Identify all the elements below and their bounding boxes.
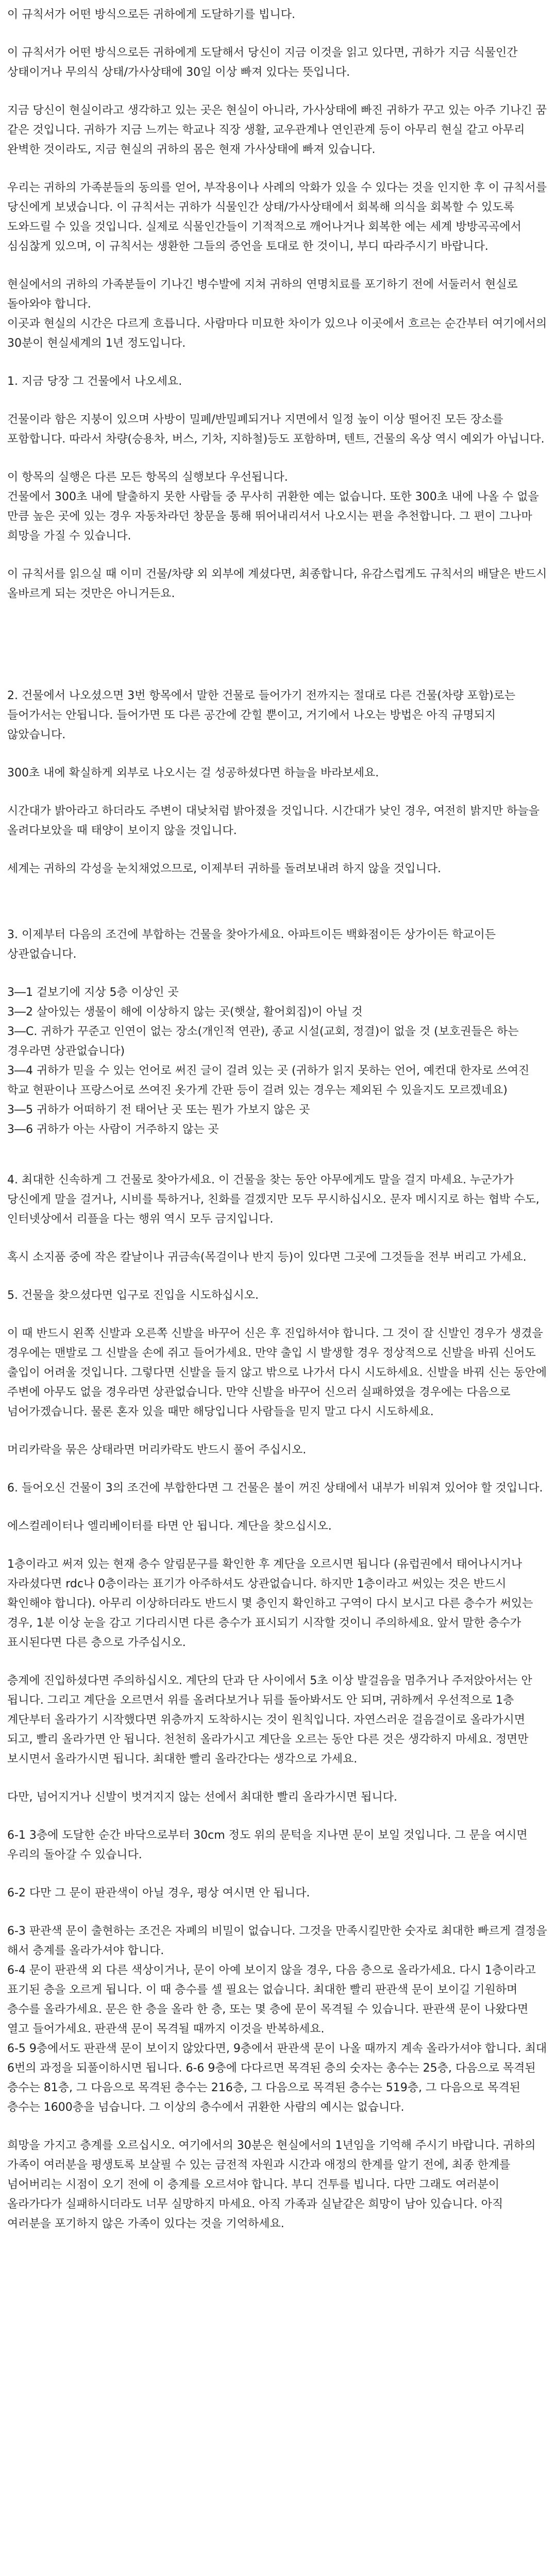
rule-6-floor-check: 1층이라고 써져 있는 현재 층수 알림문구를 확인한 후 계단을 오르시면 됩니다 (유럽권에서 태어나시거나 자라셨다면 rdc나 0층이라는 표기가 아주하셔도 상관없습니다. 하지만 1층이라고 써있는 것은 반드시 확인해야 합니다). 아무리 이상하더라도 반드시 몇 층인지 확인하고 구역이 다시 보시고 다른 층수가 써있는 경우, 1분 이상 눈을 감고 기다리시면 다른 층수가 표시되기 시작할 것이니 주의하세요. 앞서 말한 층수가 표시된다면 다른 층으로 가주십시오. bbox=[7, 1558, 537, 1649]
rule-6-3-to-6-6: 6-3 판관색 문이 출현하는 조건은 자폐의 비밀이 없습니다. 그것을 만족시킬만한 숫자로 최대한 빠르게 결정을 해서 층계를 올라가셔야 합니다. 6-4 문이 판관색 외 다른 색상이거나, 문이 아예 보이지 않을 경우, 다음 층으로 올라가세요. 다시 1층이라고 표기된 층을 오르게 됩니다. 이 때 층수를 셀 필요는 없습니다. 최대한 빨리 판관색 문이 보이길 기원하며 층수를 올라가세요. 문은 한 층을 올라 한 층, 또는 몇 층에 문이 목격될 수 있습니다. 판관색 문이 나왔다면 열고 들어가세요. 판관색 문이 목격될 때까지 이것을 반복하세요. 6-5 9층에서도 판관색 문이 보이지 않았다면, 9층에서 판관색 문이 나올 때까지 계속 올라가셔야 합니다. 최대 6번의 과정을 되풀이하시면 됩니다. 6-6 9층에 다다르면 목격된 층의 숫자는 총수는 25층, 다음으로 목격된 층수는 81층, 그 다음으로 목격된 층수는 216층, 그 다음으로 목격된 층수는 519층, 그 다음으로 목격된 층수는 1600층을 넘습니다. 그 이상의 층수에서 귀환한 사람의 예시는 없습니다. bbox=[7, 1925, 547, 2114]
rule-2-daylight: 시간대가 밝아라고 하더라도 주변이 대낮처럼 밝아졌을 것입니다. 시간대가 낮인 경우, 여전히 밝지만 하늘을 올려다보았을 때 태양이 보이지 않을 것입니다. bbox=[7, 805, 543, 837]
rule-5-shoes: 이 때 반드시 왼쪽 신발과 오른쪽 신발을 바꾸어 신은 후 진입하셔야 합니다. 그 것이 잘 신발인 경우가 생겼을 경우에는 맨발로 그 신발을 손에 쥐고 들어가세요. 만약 출입 시 발생할 경우 정상적으로 신발을 바꿔 신어도 출입이 어려울 것입니다. 그렇다면 신발을 들지 않고 밖으로 나가서 다시 시도하세요. 신발을 바꿔 신는 동안에 주변에 아무도 없을 경우라면 상관없습니다. 만약 신발을 바꾸어 신으러 실패하였을 경우에는 다음으로 넘어가겠습니다. 물론 혼자 있을 때만 해당입니다 사람들을 믿지 말고 다시 시도하세요. bbox=[7, 1327, 550, 1418]
rule-6-1: 6-1 3층에 도달한 순간 바닥으로부터 30cm 정도 위의 문턱을 지나면 문이 보일 것입니다. 그 문을 여시면 우리의 돌아갈 수 있습니다. bbox=[7, 1829, 531, 1861]
rule-2-world-noticed: 세계는 귀하의 각성을 눈치채었으므로, 이제부터 귀하를 돌려보내려 하지 않을 것입니다. bbox=[7, 862, 441, 875]
rule-2: 2. 건물에서 나오셨으면 3번 항목에서 말한 건물로 들어가기 전까지는 절대로 다른 건물(차량 포함)로는 들어가서는 안됩니다. 들어가면 또 다른 공간에 갇힐 뿐이고, 거기에서 나오는 방법은 아직 규명되지 않았습니다. bbox=[7, 689, 519, 741]
dream-paragraph: 지금 당신이 현실이라고 생각하고 있는 곳은 현실이 아니라, 가사상태에 빠진 귀하가 꾸고 있는 아주 기나긴 꿈 같은 것입니다. 귀하가 지금 느끼는 학교나 직장 생활, 교우관계나 연인관계 등이 아무리 현실 같고 아무리 완벽한 것이라도, 지금 현실의 귀하의 몸은 현재 가사상태에 빠져 있습니다. bbox=[7, 104, 550, 156]
rule-5-hair: 머리카락을 묶은 상태라면 머리카락도 반드시 풀어 주십시오. bbox=[7, 1444, 307, 1456]
rule-1-building-definition: 건물이라 함은 지붕이 있으며 사방이 밀폐/반밀폐되거나 지면에서 일정 높이 이상 떨어진 모든 장소를 포함합니다. 따라서 차량(승용차, 버스, 기차, 지하철)등도 포함하며, 텐트, 건물의 옥상 역시 예외가 아닙니다. bbox=[7, 413, 545, 446]
rule-1-heading: 1. 지금 당장 그 건물에서 나오세요. bbox=[7, 375, 182, 388]
rule-6-stairs: 에스컬레이터나 엘리베이터를 타면 안 됩니다. 계단을 찾으십시오. bbox=[7, 1520, 332, 1533]
rule-2-look-sky: 300초 내에 확실하게 외부로 나오시는 걸 성공하셨다면 하늘을 바라보세요. bbox=[7, 767, 379, 779]
intro-paragraph: 이 규칙서가 어떤 방식으로든 귀하에게 도달해서 당신이 지금 이것을 읽고 있다면, 귀하가 지금 식물인간 상태이거나 무의식 상태/가사상태에 30일 이상 빠져 있다는 뜻입니다. bbox=[7, 46, 521, 79]
rule-3-conditions: 3―1 겉보기에 지상 5층 이상인 곳 3―2 살아있는 생물이 해에 이상하지 않는 곳(햇살, 활어회집)이 아닐 것 3―C. 귀하가 꾸준고 인연이 없는 장소(개인적 연관), 종교 시설(교회, 정결)이 없을 것 (보호권들은 하는 경우라면 상관없습니다) 3―4 귀하가 믿을 수 있는 언어로 써진 글이 걸려 있는 곳 (귀하가 읽지 못하는 언어, 예컨대 한자로 쓰여진 학교 현판이나 프랑스어로 쓰여진 옷가게 간판 등이 걸려 있는 경우는 제외된 수 있을지도 모르겠네요) 3―5 귀하가 어떠하기 전 태어난 곳 또는 뭔가 가보지 않은 곳 3―6 귀하가 아는 사람이 거주하지 않는 곳 bbox=[7, 986, 530, 1136]
rule-4: 4. 최대한 신속하게 그 건물로 찾아가세요. 이 건물을 찾는 동안 아무에게도 말을 걸지 마세요. 누군가가 당신에게 말을 걸거나, 시비를 툭하거나, 친화를 걸겠지만 모두 무시하십시오. 문자 메시지로 하는 협박 수도, 인터넷상에서 리플을 다는 행위 역시 모두 금지입니다. bbox=[7, 1174, 543, 1226]
rule-6: 6. 들어오신 건물이 3의 조건에 부합한다면 그 건물은 불이 꺼진 상태에서 내부가 비워져 있어야 할 것입니다. bbox=[7, 1482, 543, 1495]
rule-1-priority: 이 항목의 실행은 다른 모든 항목의 실행보다 우선됩니다. 건물에서 300초 내에 탈출하지 못한 사람들 중 무사히 귀환한 예는 없습니다. 또한 300초 내에 나올 수 없을 만큼 높은 곳에 있는 경우 자동차라던 창문을 통해 뛰어내리셔서 나오시는 편을 추천합니다. 그 편이 그나마 희망을 가질 수 있습니다. bbox=[7, 471, 539, 543]
intro-line: 이 규칙서가 어떤 방식으로든 귀하에게 도달하기를 빕니다. bbox=[7, 8, 296, 21]
rule-6-climbing: 층계에 진입하셨다면 주의하십시오. 계단의 단과 단 사이에서 5초 이상 발걸음을 멈추거나 주저앉아서는 안 됩니다. 그리고 계단을 오르면서 위를 올려다보거나 뒤를 돌아봐서도 안 되며, 귀하께서 우선적으로 1층 계단부터 올라가기 시작했다면 위층까지 도착하시는 것이 원칙입니다. 자연스러운 걸음걸이로 올라가시면 되고, 빨리 올라가면 안 됩니다. 천천히 올라가시고 계단을 오르는 동안 다른 것은 생각하지 마세요. 정면만 보시면서 올라가시면 됩니다. 최대한 빨리 올라간다는 생각으로 가세요. bbox=[7, 1674, 536, 1766]
rule-3: 3. 이제부터 다음의 조건에 부합하는 건물을 찾아가세요. 아파트이든 백화점이든 상가이든 학교이든 상관없습니다. bbox=[7, 928, 499, 961]
rule-5: 5. 건물을 찾으셨다면 입구로 진입을 시도하십시오. bbox=[7, 1289, 259, 1302]
rule-6-2: 6-2 다만 그 문이 판관색이 아닐 경우, 평상 여시면 안 됩니다. bbox=[7, 1887, 310, 1900]
rule-6-fast: 다만, 넘어지거나 신발이 벗겨지지 않는 선에서 최대한 빨리 올라가시면 됩니다. bbox=[7, 1791, 397, 1804]
consent-paragraph: 우리는 귀하의 가족분들의 동의를 얻어, 부작용이나 사례의 악화가 있을 수 있다는 것을 인지한 후 이 규칙서를 당신에게 보냈습니다. 이 규칙서는 귀하가 식물인간 상태/가사상태에서 회복해 의식을 회복할 수 있도록 도와드릴 수 있을 것입니다. 실제로 식물인간들이 기적적으로 깨어나거나 회복한 에는 세계 방방곡곡에서 심심찮게 있으며, 이 규칙서는 생환한 그들의 증언을 토대로 한 것이니, 부디 따라주시기 바랍니다. bbox=[7, 181, 550, 253]
rule-4-belongings: 혹시 소지품 중에 작은 칼날이나 귀금속(목걸이나 반지 등)이 있다면 그곳에 그것들을 전부 버리고 가세요. bbox=[7, 1251, 527, 1264]
time-paragraph: 현실에서의 귀하의 가족분들이 기나긴 병수발에 지쳐 귀하의 연명치료를 포기하기 전에 서둘러서 현실로 돌아와야 합니다. 이곳과 현실의 시간은 다르게 흐릅니다. 사람마다 미묘한 차이가 있으나 이곳에서 흐르는 순간부터 여기에서의 30분이 현실세계의 1년 정도입니다. bbox=[7, 278, 547, 350]
closing-paragraph: 희망을 가지고 층계를 오르십시오. 여기에서의 30분은 현실에서의 1년임을 기억해 주시기 바랍니다. 귀하의 가족이 여러분을 평생토록 보살필 수 있는 금전적 자원과 시간과 애정의 한계를 알기 전에, 최종 한계를 넘어버리는 시점이 오기 전에 이 층계를 오르셔야 합니다. 부디 건투를 빕니다. 다만 그래도 여러분이 올라가다가 실패하시더라도 너무 실망하지 마세요. 아직 가족과 실낱같은 희망이 남아 있습니다. 아직 여러분을 포기하지 않은 가족이 있다는 것을 기억하세요. bbox=[7, 2139, 540, 2230]
rule-1-already-outside: 이 규칙서를 읽으실 때 이미 건물/차량 외 외부에 계셨다면, 최종합니다, 유감스럽게도 규칙서의 배달은 반드시 올바르게 되는 것만은 아니거든요. bbox=[7, 568, 551, 600]
